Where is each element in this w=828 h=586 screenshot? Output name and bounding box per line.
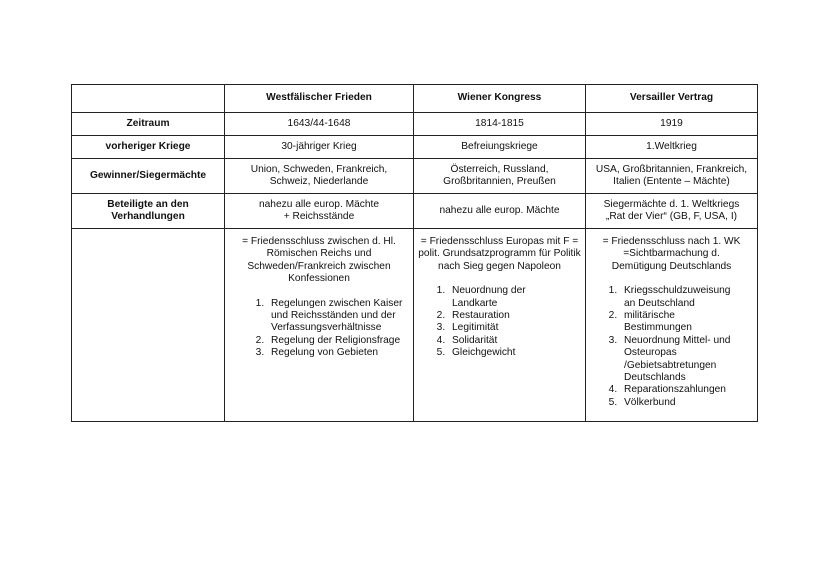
- list-versailles: [590, 285, 753, 409]
- krieg-versailles: 1.Weltkrieg: [586, 136, 758, 159]
- label-beteiligte-line2: Verhandlungen: [111, 211, 185, 222]
- list-item: 2. Restauration: [448, 310, 581, 322]
- header-row: [72, 85, 758, 113]
- zeitraum-versailles: 1919: [586, 113, 758, 136]
- label-beteiligte-line1: Beteiligte an den: [107, 198, 189, 210]
- beteiligte-wien: nahezu alle europ. Mächte: [414, 194, 586, 229]
- gewinner-versailles: [586, 159, 758, 194]
- zeitraum-westfalen: 1643/44-1648: [225, 113, 414, 136]
- header-westfaelischer-frieden: Westfälischer Frieden: [225, 85, 414, 113]
- header-empty-cell: [72, 85, 225, 113]
- list-wien: [418, 285, 581, 359]
- list-westfalen: [229, 298, 409, 360]
- beteiligte-versailles-line1: Siegermächte d. 1. Weltkriegs: [603, 198, 740, 210]
- summary-wien: = Friedensschluss Europas mit F = polit. Grundsatzprogramm für Politik nach Sieg gegen Napoleon: [418, 236, 581, 272]
- label-beteiligte: [72, 194, 225, 229]
- summary-versailles: = Friedensschluss nach 1. WK =Sichtbarmachung d. Demütigung Deutschlands: [602, 236, 741, 272]
- row-beteiligte: [72, 194, 758, 229]
- gewinner-wien-line2: Großbritannien, Preußen: [443, 176, 556, 187]
- beteiligte-versailles-line2: „Rat der Vier“ (GB, F, USA, I): [605, 211, 738, 222]
- list-item: 4. Solidarität: [448, 335, 581, 347]
- label-gewinner: Gewinner/Siegermächte: [72, 159, 225, 194]
- list-item: 1. Neuordnung der Landkarte: [448, 285, 544, 310]
- beteiligte-westfalen-line2: + Reichsstände: [283, 211, 355, 222]
- list-item: 5. Völkerbund: [620, 397, 753, 409]
- details-versailles: [586, 229, 758, 422]
- label-vorheriger-krieg: vorheriger Kriege: [72, 136, 225, 159]
- gewinner-versailles-line1: USA, Großbritannien, Frankreich,: [595, 163, 748, 175]
- details-empty-cell: [72, 229, 225, 422]
- row-gewinner: [72, 159, 758, 194]
- gewinner-wien-line1: Österreich, Russland,: [450, 163, 549, 175]
- list-item: 3. Legitimität: [448, 322, 581, 334]
- row-vorheriger-krieg: [72, 136, 758, 159]
- header-versailler-vertrag: Versailler Vertrag: [586, 85, 758, 113]
- comparison-table: [71, 84, 758, 422]
- gewinner-westfalen-line1: Union, Schweden, Frankreich,: [250, 163, 388, 175]
- summary-westfalen: = Friedensschluss zwischen d. Hl. Römischen Reichs und Schweden/Frankreich zwischen Konfessionen: [242, 236, 396, 285]
- list-item: 4. Reparationszahlungen: [620, 384, 753, 396]
- beteiligte-versailles: [586, 194, 758, 229]
- list-item: 3. Regelung von Gebieten: [267, 347, 409, 359]
- row-details: [72, 229, 758, 422]
- list-item: 5. Gleichgewicht: [448, 347, 581, 359]
- krieg-wien: Befreiungskriege: [414, 136, 586, 159]
- details-westfalen: [225, 229, 414, 422]
- gewinner-wien: [414, 159, 586, 194]
- list-item: 2. militärische Bestimmungen: [620, 310, 714, 335]
- gewinner-westfalen: [225, 159, 414, 194]
- beteiligte-westfalen-line1: nahezu alle europ. Mächte: [258, 198, 380, 210]
- list-item: 1. Kriegsschuldzuweisung an Deutschland: [620, 285, 739, 310]
- zeitraum-wien: 1814-1815: [414, 113, 586, 136]
- list-item: 3. Neuordnung Mittel- und Osteuropas /Gebietsabtretungen Deutschlands: [620, 335, 742, 385]
- row-zeitraum: [72, 113, 758, 136]
- list-item: 2. Regelung der Religionsfrage: [267, 335, 409, 347]
- gewinner-westfalen-line2: Schweiz, Niederlande: [269, 176, 369, 187]
- header-wiener-kongress: Wiener Kongress: [414, 85, 586, 113]
- krieg-westfalen: 30-jähriger Krieg: [225, 136, 414, 159]
- list-item: 1. Regelungen zwischen Kaiser und Reichsständen und der Verfassungsverhältnisse: [267, 298, 409, 335]
- gewinner-versailles-line2: Italien (Entente – Mächte): [613, 176, 730, 187]
- label-zeitraum: Zeitraum: [72, 113, 225, 136]
- details-wien: [414, 229, 586, 422]
- beteiligte-westfalen: [225, 194, 414, 229]
